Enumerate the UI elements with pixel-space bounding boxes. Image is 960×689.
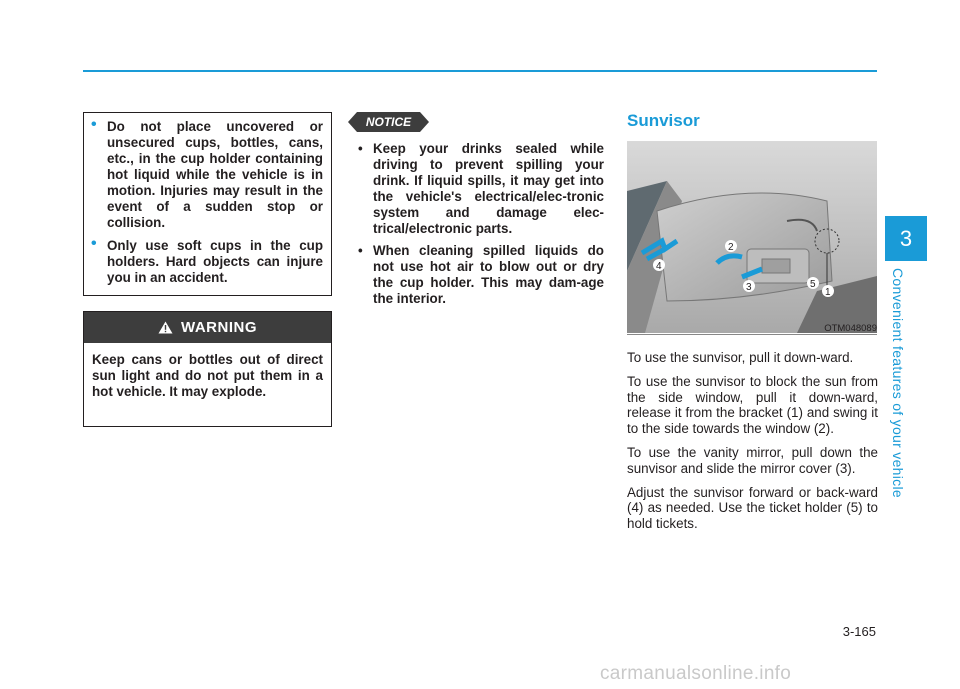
- section-title: Sunvisor: [627, 111, 700, 130]
- notice-item: • When cleaning spilled liquids do not use hot air to blow out or dry the cup holder. This may dam-age the interior.: [358, 243, 604, 306]
- caution-item: • Only use soft cups in the cup holders. Hard objects can injure you in an accident.: [91, 235, 323, 285]
- sunvisor-body: [627, 350, 878, 540]
- page-number: 3-165: [842, 624, 876, 639]
- body-paragraph: To use the vanity mirror, pull down the sunvisor and slide the mirror cover (3).: [627, 444, 878, 476]
- callout-3: 3: [746, 282, 752, 293]
- warning-header: [84, 312, 331, 343]
- body-paragraph: To use the sunvisor to block the sun from the side window, pull it down-ward, release it from the bracket (1) and swing it to the side towards the window (2).: [627, 373, 878, 437]
- header-rule: [83, 70, 877, 72]
- warning-label: WARNING: [181, 319, 257, 336]
- callout-5: 5: [810, 279, 816, 290]
- chapter-number-tab: 3: [885, 216, 927, 261]
- chapter-title: Convenient features of your vehicle: [890, 268, 906, 498]
- figure-code: OTM048089: [824, 323, 877, 334]
- warning-text: Keep cans or bottles out of direct sun light and do not put them in a hot vehicle. It may explode.: [92, 352, 323, 399]
- sunvisor-figure: [627, 141, 877, 333]
- callout-4: 4: [656, 261, 662, 272]
- warning-box: [83, 311, 332, 427]
- caution-item: • Do not place uncovered or unsecured cups, bottles, cans, etc., in the cup holder containing hot liquid while the vehicle is in motion. Injuries may result in the event of a sudden stop or collision.: [91, 116, 323, 230]
- watermark: carmanualsonline.info: [600, 663, 792, 684]
- body-paragraph: Adjust the sunvisor forward or back-ward (4) as needed. Use the ticket holder (5) to hold tickets.: [627, 484, 878, 532]
- body-paragraph: To use the sunvisor, pull it down-ward.: [627, 350, 854, 365]
- callout-1: 1: [825, 287, 831, 298]
- notice-list: [357, 141, 604, 313]
- figure-baseline: [627, 334, 877, 335]
- notice-item: • Keep your drinks sealed while driving to prevent spilling your drink. If liquid spills, it may get into the vehicle's electrical/elec-tronic system and damage elec-trical/electronic parts.: [358, 141, 604, 236]
- caution-list: [84, 113, 331, 286]
- callout-2: 2: [728, 242, 734, 253]
- caution-box: [83, 112, 332, 296]
- notice-badge: NOTICE: [357, 112, 420, 132]
- warning-triangle-icon: [158, 321, 173, 334]
